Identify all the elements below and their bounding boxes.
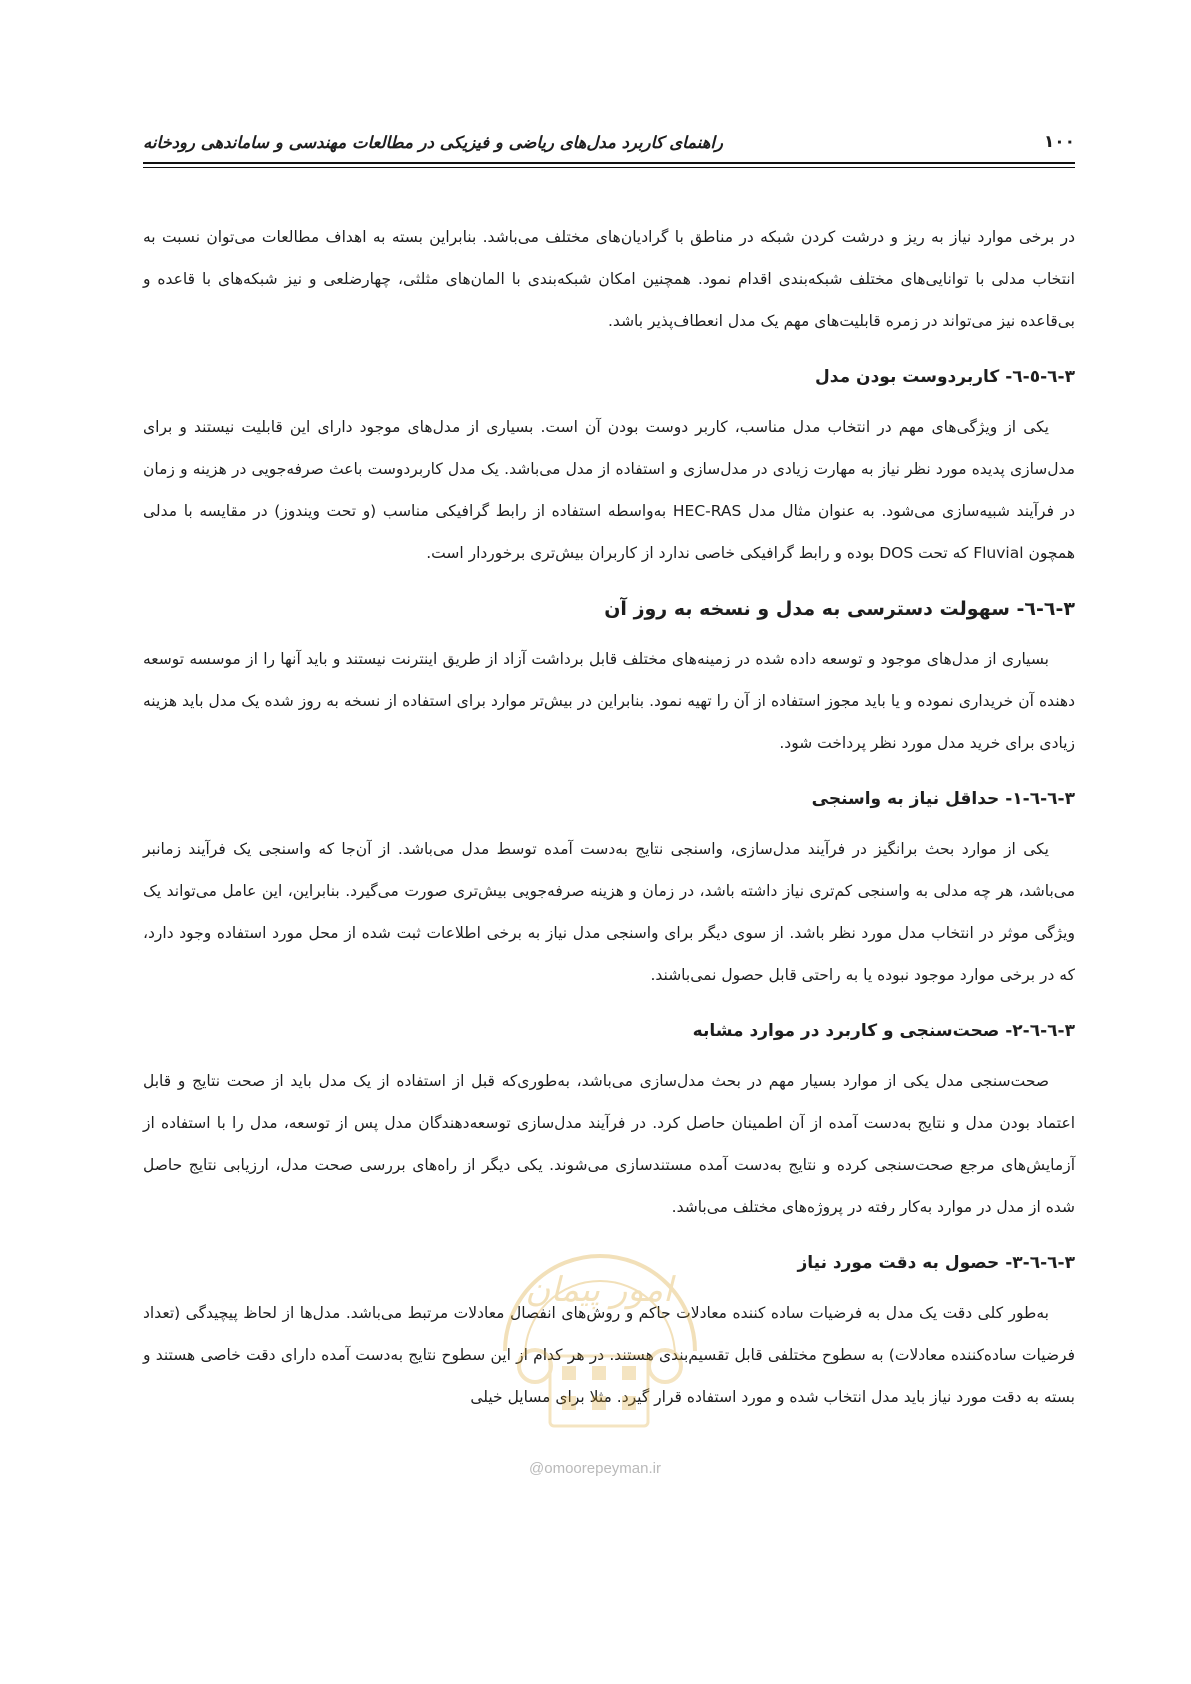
paragraph-mesh: در برخی موارد نیاز به ریز و درشت کردن شبکه در مناطق با گرادیان‌های مختلف می‌باشد. بنابراین بسته به اهداف مطالعات می‌توان نسبت به انتخاب مدلی با توانایی‌های مختلف شبکه‌بندی اقدام نمود. همچنین امکان شبکه‌بندی با المان‌های مثلثی، چهارضلعی و نیز شبکه‌های با قاعده و بی‌قاعده نیز می‌تواند در زمره قابلیت‌های مهم یک مدل انعطاف‌پذیر باشد. — [143, 228, 1075, 330]
section-heading-user-friendly: ۳-٦-٥-٦- کاربردوست بودن مدل — [815, 367, 1075, 387]
running-header — [143, 118, 1075, 158]
paragraph-validation: صحت‌سنجی مدل یکی از موارد بسیار مهم در بحث مدل‌سازی می‌باشد، به‌طوری‌که قبل از استفاده از یک مدل باید از صحت نتایج و قابل اعتماد بودن مدل و نتایج به‌دست آمده از آن اطمینان حاصل کرد. در فرآیند مدل‌سازی توسعه‌دهندگان مدل پس از توسعه، مدل را با استفاده از آزمایش‌های مرجع صحت‌سنجی کرده و نتایج به‌دست آمده مستندسازی می‌شوند. یکی دیگر از راه‌های بررسی صحت مدل، ارزیابی نتایج حاصل شده از مدل در موارد به‌کار رفته در پروژه‌های مختلف می‌باشد. — [143, 1072, 1075, 1216]
section-heading-validation: ۳-٦-٦-۲- صحت‌سنجی و کاربرد در موارد مشابه — [692, 1021, 1075, 1041]
paragraph-user-friendly: یکی از ویژگی‌های مهم در انتخاب مدل مناسب، کاربر دوست بودن آن است. بسیاری از مدل‌های موجود دارای این قابلیت نیستند و برای مدل‌سازی پدیده مورد نظر نیاز به مهارت زیادی در مدل‌سازی و استفاده از مدل می‌باشد. یک مدل کاربردوست باعث صرفه‌جویی در هزینه و زمان در فرآیند شبیه‌سازی می‌شود. به عنوان مثال مدل HEC-RAS به‌واسطه استفاده از رابط گرافیکی مناسب (و تحت ویندوز) در مقایسه با مدلی همچون Fluvial که تحت DOS بوده و رابط گرافیکی خاصی ندارد از کاربران بیش‌تری برخوردار است. — [143, 418, 1075, 562]
section-heading-accuracy: ۳-٦-٦-۳- حصول به دقت مورد نیاز — [797, 1253, 1075, 1273]
watermark-url: @omoorepeyman.ir — [529, 1460, 661, 1477]
header-rule — [143, 162, 1075, 164]
watermark-logo-text: امور پیمان — [525, 1270, 673, 1310]
paragraph-accuracy: به‌طور کلی دقت یک مدل به فرضیات ساده کننده معادلات حاکم و روش‌های انفصال معادلات مرتبط می‌باشد. مدل‌ها از لحاظ پیچیدگی (تعداد فرضیات ساده‌کننده معادلات) به سطوح مختلفی قابل تقسیم‌بندی هستند. در هر کدام از این سطوح نتایج به‌دست آمده دارای دقت خاصی هستند و بسته به دقت مورد نیاز باید مدل انتخاب شده و مورد استفاده قرار گیرد. مثلا برای مسایل خیلی — [143, 1304, 1075, 1406]
page-number: ۱۰۰ — [1043, 132, 1075, 152]
header-rule-thin — [143, 167, 1075, 168]
body-text — [143, 216, 1075, 1418]
header-title: راهنمای کاربرد مدل‌های ریاضی و فیزیکی در مطالعات مهندسی و ساماندهی رودخانه — [143, 133, 723, 152]
paragraph-calibration: یکی از موارد بحث برانگیز در فرآیند مدل‌سازی، واسنجی نتایج به‌دست آمده توسط مدل می‌باشد. از آن‌جا که واسنجی یک فرآیند زمانبر می‌باشد، هر چه مدلی به واسنجی کم‌تری نیاز داشته باشد، در زمان و هزینه صرفه‌جویی بیش‌تری صورت می‌گیرد. بنابراین، این عامل می‌تواند یک ویژگی موثر در انتخاب مدل مورد نظر باشد. از سوی دیگر برای واسنجی مدل نیاز به برخی اطلاعات ثبت شده از محل مورد استفاده وجود دارد، که در برخی موارد موجود نبوده یا به راحتی قابل حصول نمی‌باشند. — [143, 840, 1075, 984]
section-heading-calibration: ۳-٦-٦-۱- حداقل نیاز به واسنجی — [811, 789, 1075, 809]
paragraph-accessibility: بسیاری از مدل‌های موجود و توسعه داده شده در زمینه‌های مختلف قابل برداشت آزاد از طریق اینترنت نیستند و باید آنها را از موسسه توسعه دهنده آن خریداری نموده و یا باید مجوز استفاده از آن را تهیه نمود. بنابراین در بیش‌تر موارد برای استفاده از نسخه به روز شده یک مدل باید هزینه زیادی برای خرید مدل مورد نظر پرداخت شود. — [143, 650, 1075, 752]
section-heading-accessibility: ۳-٦-٦- سهولت دسترسی به مدل و نسخه به روز آن — [604, 598, 1075, 620]
